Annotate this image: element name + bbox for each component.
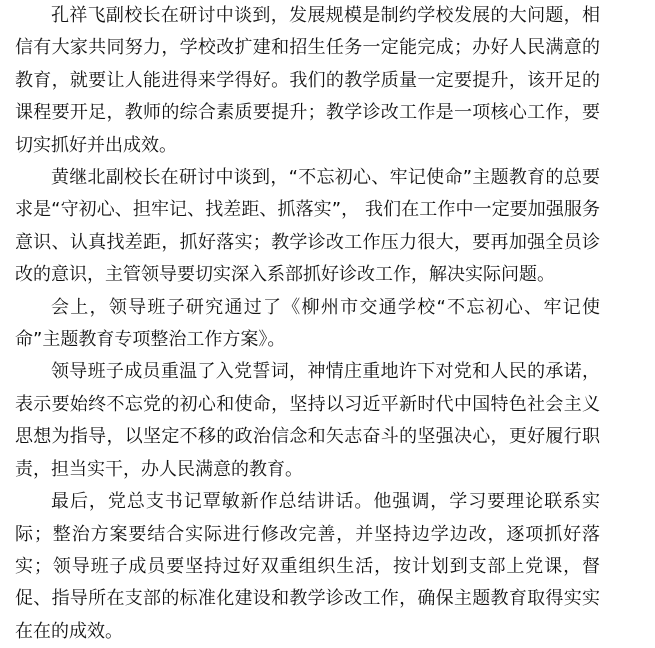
- paragraph-vice-principal-huang: 黄继北副校长在研讨中谈到，“不忘初心、牢记使命”主题教育的总要求是“守初心、担牢记、找差距、抓落实”， 我们在工作中一定要加强服务意识、认真找差距，抓好落实；教学诊改工作压力很大，要再加强全员诊改的意识，主管领导要切实深入系部抓好诊改工作，解决实际问题。: [15, 167, 600, 286]
- paragraph-vice-principal-kong: 孔祥飞副校长在研讨中谈到，发展规模是制约学校发展的大问题，相信有大家共同努力，学校改扩建和招生任务一定能完成；办好人民满意的教育，就要让人能进得来学得好。我们的教学质量一定要提升，该开足的课程要开足，教师的综合素质要提升；教学诊改工作是一项核心工作，要切实抓好并出成效。: [15, 5, 600, 156]
- paragraph-meeting-plan: 会上，领导班子研究通过了《柳州市交通学校“不忘初心、牢记使命”主题教育专项整治工作方案》。: [15, 296, 600, 351]
- paragraph-party-oath: 领导班子成员重温了入党誓词，神情庄重地许下对党和人民的承诺，表示要始终不忘党的初心和使命，坚持以习近平新时代中国特色社会主义思想为指导，以坚定不移的政治信念和矢志奋斗的坚强决心，更好履行职责，担当实干，办人民满意的教育。: [15, 361, 600, 480]
- paragraph-closing-speech: 最后，党总支书记覃敏新作总结讲话。他强调，学习要理论联系实际；整治方案要结合实际进行修改完善，并坚持边学边改，逐项抓好落实；领导班子成员要坚持过好双重组织生活，按计划到支部上党课，督促、指导所在支部的标准化建设和教学诊改工作，确保主题教育取得实实在在的成效。: [15, 491, 600, 642]
- document-body: [15, 0, 600, 648]
